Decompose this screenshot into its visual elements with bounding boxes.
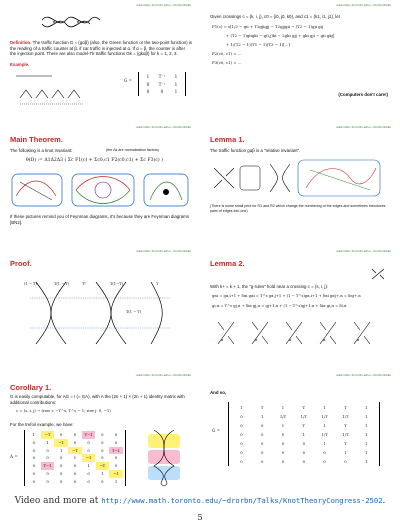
computer-note: (Computers don't care!)	[338, 92, 388, 97]
matrix-cell: 0	[344, 459, 347, 464]
matrix-cell: 0	[46, 478, 49, 484]
footer-link[interactable]: http://www.math.toronto.edu/~drorbn/Talks/KnotTheoryCongress-2502	[101, 496, 383, 505]
matrix-cell: 0	[240, 441, 243, 446]
matrix-cell: 0	[160, 89, 164, 94]
matrix-cell: 1	[101, 471, 104, 476]
matrix-cell: 0	[281, 459, 285, 464]
matrix-cell: 1/T	[321, 414, 328, 419]
slide-title: Corollary 1.	[10, 383, 52, 392]
slide-corollary-1	[6, 372, 194, 490]
crossing-icon	[371, 268, 385, 280]
matrix-cell: 0	[60, 471, 63, 476]
theorem-intro: The following is a knot invariant:	[10, 148, 73, 153]
matrix-cell: 0	[46, 455, 49, 461]
formula-line: + 1/(T2 − 1)(T1 − 1)(T3 − 1)[...]	[226, 42, 290, 47]
matrix-cell: 1	[364, 423, 368, 428]
matrix-cell: 0	[114, 432, 118, 437]
matrix-cell: 0	[240, 423, 243, 428]
slide-header: web.tdsrc.toronto.edu/~drorbn/talks	[136, 373, 191, 377]
slide-header: web.tdsrc.toronto.edu/~drorbn/talks	[136, 3, 191, 7]
matrix-cell: 0	[302, 459, 305, 464]
matrix-cell: 0	[240, 414, 243, 419]
slide-title: Main Theorem.	[10, 135, 63, 144]
matrix-cell: 0	[260, 441, 264, 446]
g-rule-1: gαi = gα,i+1 + δαi gαi = T^s gα,j+1 + (1 − T^s)gα,i+1 + δαi gαj+,α = δαj+,α	[212, 294, 361, 298]
matrix-cell: T	[302, 423, 306, 428]
matrix-cell: 0	[323, 459, 326, 464]
matrix-cell: 0	[73, 432, 77, 437]
slide-header: web.tdsrc.toronto.edu/~drorbn/talks	[336, 125, 391, 129]
matrix-cell: 1	[60, 447, 63, 453]
matrix-cell: 1	[344, 450, 347, 455]
matrix-cell: 0	[302, 441, 305, 446]
matrix-cell: 0	[60, 463, 63, 469]
formula-line: + (T2 − 1)giigki − g(i,j)ki − 2gki gjj + gki gji − gii gkj]	[226, 33, 335, 38]
matrix-cell: 0	[281, 432, 285, 437]
matrix-cell: 0	[46, 471, 49, 476]
matrix-cell: T	[260, 405, 264, 410]
matrix-cell: 1	[364, 414, 368, 419]
slide-header: web.tdsrc.toronto.edu/~drorbn/talks	[336, 249, 391, 253]
matrix-cell: 0	[240, 459, 243, 464]
matrix-cell: 0	[32, 463, 36, 469]
matrix-cell: 0	[323, 450, 326, 455]
formula-lines	[212, 22, 392, 67]
matrix-cell: 0	[302, 450, 305, 455]
matrix-cell: 1	[323, 423, 326, 428]
matrix-cell: 1	[240, 405, 243, 410]
matrix-cell: 1/T	[279, 414, 287, 419]
matrix-cell: 0	[146, 89, 150, 94]
footer	[0, 496, 400, 506]
matrix-cell: 0	[114, 439, 118, 445]
proof-label: T²	[82, 282, 86, 286]
example-crossings-diagram	[12, 70, 102, 110]
matrix-cell: 0	[281, 441, 285, 446]
a-matrix	[24, 430, 126, 486]
matrix-cell: 0	[146, 81, 150, 87]
page-number: 5	[197, 513, 203, 522]
theorem-formula: θ(D) := Δ1Δ2Δ3 ( Σc F1(c) + Σc0,c1 F2(c0,c1) + Σc F3(c) )	[26, 158, 163, 163]
matrix-cell: 0	[260, 423, 264, 428]
matrix-cell: 0	[260, 450, 264, 455]
matrix-cell: T⁻¹	[158, 74, 166, 79]
matrix-cell: 1	[73, 455, 77, 461]
matrix-cell: T−1	[82, 431, 96, 439]
matrix-cell: 0	[87, 471, 90, 476]
matrix-cell: 0	[73, 439, 77, 445]
theorem-note: If these pictures remind you of Feynman diagrams, it's because they are Feynman diagrams [BN2].	[10, 214, 189, 225]
matrix-cell: 0	[73, 478, 77, 484]
proof-label: T(1 − T)	[54, 282, 70, 286]
matrix-cell: 1/T	[300, 414, 307, 419]
matrix-cell: −T	[41, 431, 55, 439]
matrix-cell: 1	[364, 441, 368, 446]
traffic-knot-diagram	[40, 10, 100, 30]
matrix-cell: 0	[60, 432, 63, 437]
matrix-cell: 0	[101, 432, 104, 437]
matrix-cell: −1	[54, 439, 68, 447]
slide-header: web.tdsrc.toronto.edu/~drorbn/talks	[136, 249, 191, 253]
slide-title: Lemma 2.	[210, 259, 245, 268]
proof-label: (1 − T)	[24, 282, 37, 286]
matrix-cell: 0	[32, 439, 36, 445]
lemma-note: (There is some small print for R1 and R2 which change the numbering of the edges and sometimes introduces pairs of edges into one)	[210, 204, 386, 213]
trefoil-highlight-diagram	[144, 428, 184, 486]
reidemeister-moves-diagram	[210, 158, 390, 198]
matrix-cell: 1	[364, 405, 368, 410]
lemma2-intro: With k+ = k + 1, the "g-rules" hold near a crossing c = (s, i, j):	[210, 284, 329, 289]
g-final-matrix	[228, 402, 380, 466]
matrix-cell: 1	[32, 432, 36, 437]
c-definition: c = (s, i, j) → (row i: −T^s, T^s − 1; row j: 0, −1)	[16, 408, 111, 413]
matrix-cell: 0	[32, 471, 36, 476]
formula-line: F2(c0, c1) = ...	[212, 51, 242, 56]
slide-header: web.tdsrc.toronto.edu/~drorbn/talks	[336, 373, 391, 377]
matrix-cell: 0	[240, 450, 243, 455]
slide-proof	[6, 248, 194, 366]
matrix-cell: 1	[114, 478, 118, 484]
matrix-cell: 0	[60, 455, 63, 461]
matrix-cell: 0	[60, 478, 63, 484]
matrix-cell: T−1	[41, 462, 55, 470]
g-rules-crossings-diagram	[214, 318, 384, 348]
matrix-cell: 1	[364, 432, 368, 437]
matrix-cell: 0	[32, 478, 36, 484]
slide-and-so	[206, 372, 394, 490]
matrix-cell: 0	[114, 455, 118, 461]
g-final-label: G =	[212, 428, 221, 433]
matrix-cell: 0	[73, 463, 77, 469]
matrix-cell: 0	[87, 447, 90, 453]
slide-formulas	[206, 2, 394, 120]
matrix-cell: 1/T	[321, 432, 328, 437]
matrix-cell: 0	[240, 432, 243, 437]
matrix-cell: 0	[101, 455, 104, 461]
matrix-cell: 1	[281, 405, 285, 410]
proof-label: T(1−T)	[110, 282, 123, 286]
matrix-cell: 0	[260, 459, 264, 464]
matrix-cell: 0	[114, 463, 118, 469]
formula-line: F1(c) = s[1/2 − gii + T2gjigjj − T2gjjgii − (T2 − 1)gji gij	[212, 24, 324, 29]
matrix-cell: 0	[260, 432, 264, 437]
g-rule-2: gi,α = T^s gj,α + δiα gj,α = gj+1,α + (1 − T^s)gj+1,α + δiα gi,α = δi,α	[212, 304, 347, 308]
proof-label: T(1 − T)	[126, 310, 142, 314]
matrix-cell: T	[344, 441, 347, 446]
example-label: Example.	[10, 62, 30, 67]
slide-header: web.tdsrc.toronto.edu/~drorbn/talks	[336, 3, 391, 7]
matrix-cell: T⁻¹	[158, 81, 166, 87]
matrix-cell: 1/T	[342, 432, 349, 437]
matrix-cell: 1	[87, 463, 90, 469]
matrix-cell: 0	[101, 447, 104, 453]
slide-title: And so,	[210, 390, 227, 395]
matrix-cell: 0	[46, 447, 49, 453]
matrix-cell: T	[344, 405, 347, 410]
corollary-text: G is easily computable, for AG = I (= GA), with A the (2n + 1) × (2n + 1) identity matrix with additional contributions:	[10, 394, 185, 405]
proof-labels	[6, 248, 194, 366]
matrix-cell: −T	[96, 462, 110, 470]
matrix-cell: 0	[87, 478, 90, 484]
matrix-cell: 1/T	[342, 414, 349, 419]
matrix-cell: 1	[174, 81, 178, 87]
matrix-cell: 1	[146, 74, 150, 79]
slide-lemma-2	[206, 248, 394, 366]
slide-definition	[6, 2, 194, 120]
matrix-cell: 1	[364, 450, 368, 455]
slide-header: web.tdsrc.toronto.edu/~drorbn/talks	[136, 125, 191, 129]
definition-label: Definition.	[10, 40, 32, 45]
footer-suffix: .	[382, 496, 386, 506]
matrix-cell: 0	[32, 447, 36, 453]
formula-intro: Given crossings c = (k, i, j), c0 = (i0, j0, k0), and c1 = (k1, i1, j1), let	[210, 14, 340, 19]
trefoil-intro: For the trefoil example, we have:	[10, 422, 74, 427]
matrix-cell: −T	[68, 447, 82, 455]
matrix-cell: 0	[281, 450, 285, 455]
feynman-diagrams	[10, 172, 190, 210]
matrix-cell: 1	[302, 432, 305, 437]
g-matrix-label: G =	[124, 78, 133, 83]
formula-line: F3(c0, c1) = ...	[212, 60, 242, 65]
matrix-cell: 0	[101, 439, 104, 445]
a-matrix-label: A =	[10, 454, 18, 459]
matrix-cell: 1	[174, 89, 178, 94]
lemma-text: The traffic function gαβ is a "relative invariant".	[210, 148, 301, 153]
matrix-cell: −1	[109, 470, 123, 478]
matrix-cell: 1	[364, 459, 368, 464]
matrix-cell: 1	[323, 405, 326, 410]
slide-title: Proof.	[10, 259, 32, 268]
slide-main-theorem	[6, 124, 194, 242]
definition-text: The traffic function G = (gαβ) (also, the Green function or the two-point function) is the reading of a traffic counter at β, if car traffic is injected at α. If α = β, the counter is after the injection point. There are also model-Tk traffic functions Gk = (gkαβ) for k = 1, 2, 3.	[10, 40, 192, 57]
g-matrix	[138, 72, 186, 96]
matrix-cell: 0	[87, 439, 90, 445]
matrix-cell: 1	[281, 423, 285, 428]
slide-lemma-1	[206, 124, 394, 242]
matrix-cell: T	[302, 405, 306, 410]
matrix-cell: T−1	[109, 447, 123, 455]
matrix-cell: 1	[260, 414, 264, 419]
matrix-cell: −1	[82, 454, 96, 462]
matrix-cell: 1	[323, 441, 326, 446]
matrix-cell: 0	[73, 471, 77, 476]
matrix-cell: 1	[46, 439, 49, 445]
matrix-cell: 0	[101, 478, 104, 484]
matrix-cell: 1	[174, 74, 178, 79]
proof-label: T	[156, 282, 159, 286]
footer-prefix: Video and more at	[14, 496, 99, 506]
theorem-subtitle: (the Δk are normalization factors)	[106, 148, 159, 152]
slide-title: Lemma 1.	[210, 135, 245, 144]
matrix-cell: T	[344, 423, 347, 428]
matrix-cell: 0	[32, 455, 36, 461]
